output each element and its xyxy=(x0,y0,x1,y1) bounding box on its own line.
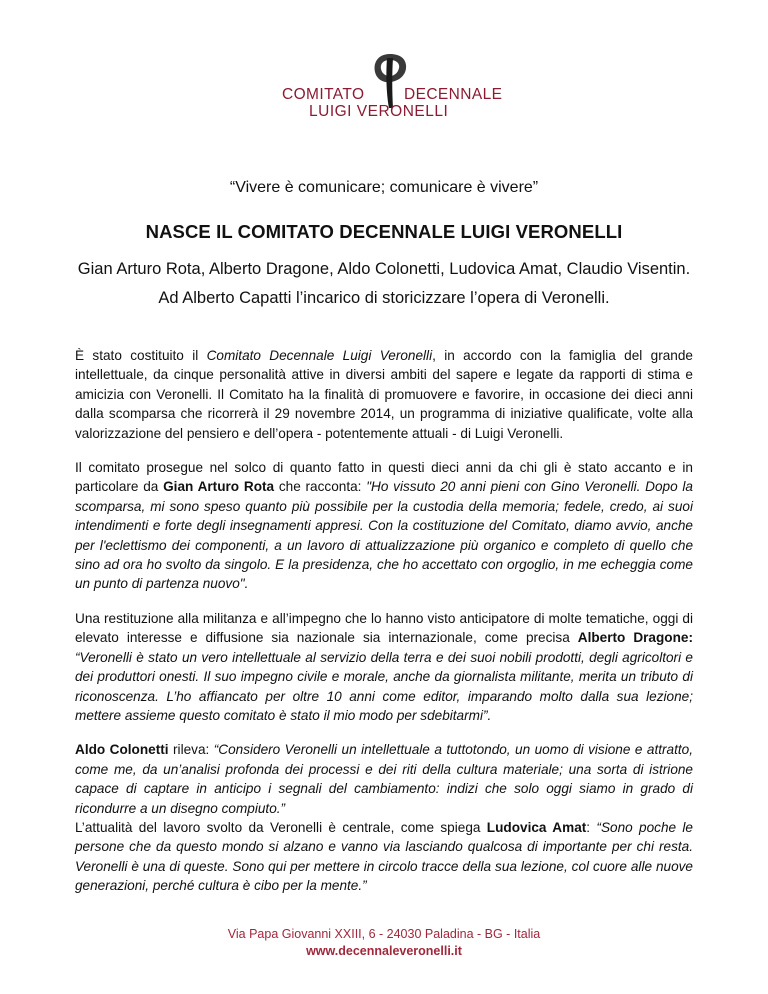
logo xyxy=(262,52,512,124)
members-subtitle: Gian Arturo Rota, Alberto Dragone, Aldo Colonetti, Ludovica Amat, Claudio Visentin. xyxy=(77,260,691,278)
quote-colonetti: “Considero Veronelli un intellettuale a tuttotondo, un uomo di visione e attratto, come me, da un’analisi profonda dei processi e dei riti della cultura materiale; una sorta di istrione capace di captare in anticipo i segnali del cambiamento: indizi che solo oggi siamo in grado di ricondurre a un disegno compiuto.” xyxy=(75,742,693,816)
paragraph-2: Il comitato prosegue nel solco di quanto fatto in questi dieci anni da chi gli è stato accanto e in particolare da Gian Arturo Rota che racconta: "Ho vissuto 20 anni pieni con Gino Veronelli. Dopo la scomparsa, mi sono speso quanto più possibile per la custodia della memoria; fedele, credo, ai suoi intendimenti e forte degli insegnamenti appresi. Con la costituzione del Comitato, diamo avvio, anche per l'eclettismo dei componenti, a un lavoro di attualizzazione più organico e completo di quello che sino ad ora ho svolto da singolo. E la presidenza, che ho accettato con orgoglio, in me echeggia come un punto di partenza nuovo". xyxy=(75,460,693,592)
paragraph-5: L’attualità del lavoro svolto da Veronelli è centrale, come spiega Ludovica Amat: “Sono poche le persone che da questo mondo si alzano e vanno via lasciando qualcosa di importante per chi resta. Veronelli è una di queste. Sono qui per mettere in circolo tracce della sua lezione, col cuore alle nuove generazioni, perché cultura è cibo per la mente.” xyxy=(75,819,693,894)
paragraph-4: Aldo Colonetti rileva: “Considero Veronelli un intellettuale a tuttotondo, un uomo di visione e attratto, come me, da un’analisi profonda dei processi e dei riti della cultura materiale; una sorta di istrione capace di captare in anticipo i segnali del cambiamento: indizi che solo oggi siamo in grado di ricondurre a un disegno compiuto.” xyxy=(75,742,693,816)
footer-website-link[interactable]: www.decennaleveronelli.it xyxy=(306,944,462,958)
motto-quote: “Vivere è comunicare; comunicare è vivere” xyxy=(229,179,539,196)
paragraph-1: È stato costituito il Comitato Decennale Luigi Veronelli, in accordo con la famiglia del grande intellettuale, da cinque personalità attive in diversi ambiti del sapere e legate da rapporti di stima e amicizia con Veronelli. Il Comitato ha la finalità di promuovere e favorire, in occasione dei dieci anni dalla scomparsa che ricorrerà il 29 novembre 2014, un programma di iniziative qualificate, volte alla valorizzazione del pensiero e dell’opera - potentemente attuali - di Luigi Veronelli. xyxy=(75,348,693,441)
logo-word-comitato: COMITATO xyxy=(282,86,365,103)
footer-address: Via Papa Giovanni XXIII, 6 - 24030 Paladina - BG - Italia xyxy=(227,927,541,941)
quote-dragone: “Veronelli è stato un vero intellettuale al servizio della terra e dei suoi nobili prodotti, degli agricoltori e dei produttori onesti. Il suo impegno civile e morale, anche da giornalista militante, merita un tributo di riconoscenza. L’ho affiancato per oltre 10 anni come editor, imparando molto dalla sua lezione; mettere assieme questo comitato è stato il mio modo per sdebitarmi”. xyxy=(75,649,693,723)
name-rota: Gian Arturo Rota xyxy=(163,479,275,495)
quote-amat: “Sono poche le persone che da questo mondo si alzano e vanno via lasciando qualcosa di importante per chi resta. Veronelli è una di queste. Sono qui per mettere in circolo tracce della sua lezione, col cuore alle nuove generazioni, perché cultura è cibo per la mente.” xyxy=(75,819,693,894)
article-body xyxy=(75,346,693,911)
logo-word-decennale: DECENNALE xyxy=(404,86,503,103)
quote-rota: "Ho vissuto 20 anni pieni con Gino Veronelli. Dopo la scomparsa, mi sono speso quanto più possibile per la custodia della memoria; fedele, credo, ai suoi intendimenti e forte degli insegnamenti appresi. Con la costituzione del Comitato, diamo avvio, anche per l'eclettismo dei componenti, a un lavoro di attualizzazione più organico e completo di quello che sino ad ora ho svolto da singolo. E la presidenza, che ho accettato con orgoglio, in me echeggia come un punto di partenza nuovo". xyxy=(75,479,693,592)
logo-wordmark-line2: LUIGI VERONELLI xyxy=(309,103,449,120)
footer xyxy=(0,926,768,960)
capatti-subtitle: Ad Alberto Capatti l’incarico di storicizzare l’opera di Veronelli. xyxy=(158,289,610,307)
name-dragone: Alberto Dragone: xyxy=(577,630,693,646)
name-colonetti: Aldo Colonetti xyxy=(75,742,169,758)
name-amat: Ludovica Amat xyxy=(486,819,587,835)
page-title: NASCE IL COMITATO DECENNALE LUIGI VERONELLI xyxy=(145,221,623,242)
paragraph-3: Una restituzione alla militanza e all’impegno che lo hanno visto anticipatore di molte tematiche, oggi di elevato interesse e diffusione sia nazionale sia internazionale, come precisa Alberto Dragone: “Veronelli è stato un vero intellettuale al servizio della terra e dei suoi nobili prodotti, degli agricoltori e dei produttori onesti. Il suo impegno civile e morale, anche da giornalista militante, merita un tributo di riconoscenza. L’ho affiancato per oltre 10 anni come editor, imparando molto dalla sua lezione; mettere assieme questo comitato è stato il mio modo per sdebitarmi”. xyxy=(75,610,693,723)
committee-name: Comitato Decennale Luigi Veronelli xyxy=(206,348,433,363)
